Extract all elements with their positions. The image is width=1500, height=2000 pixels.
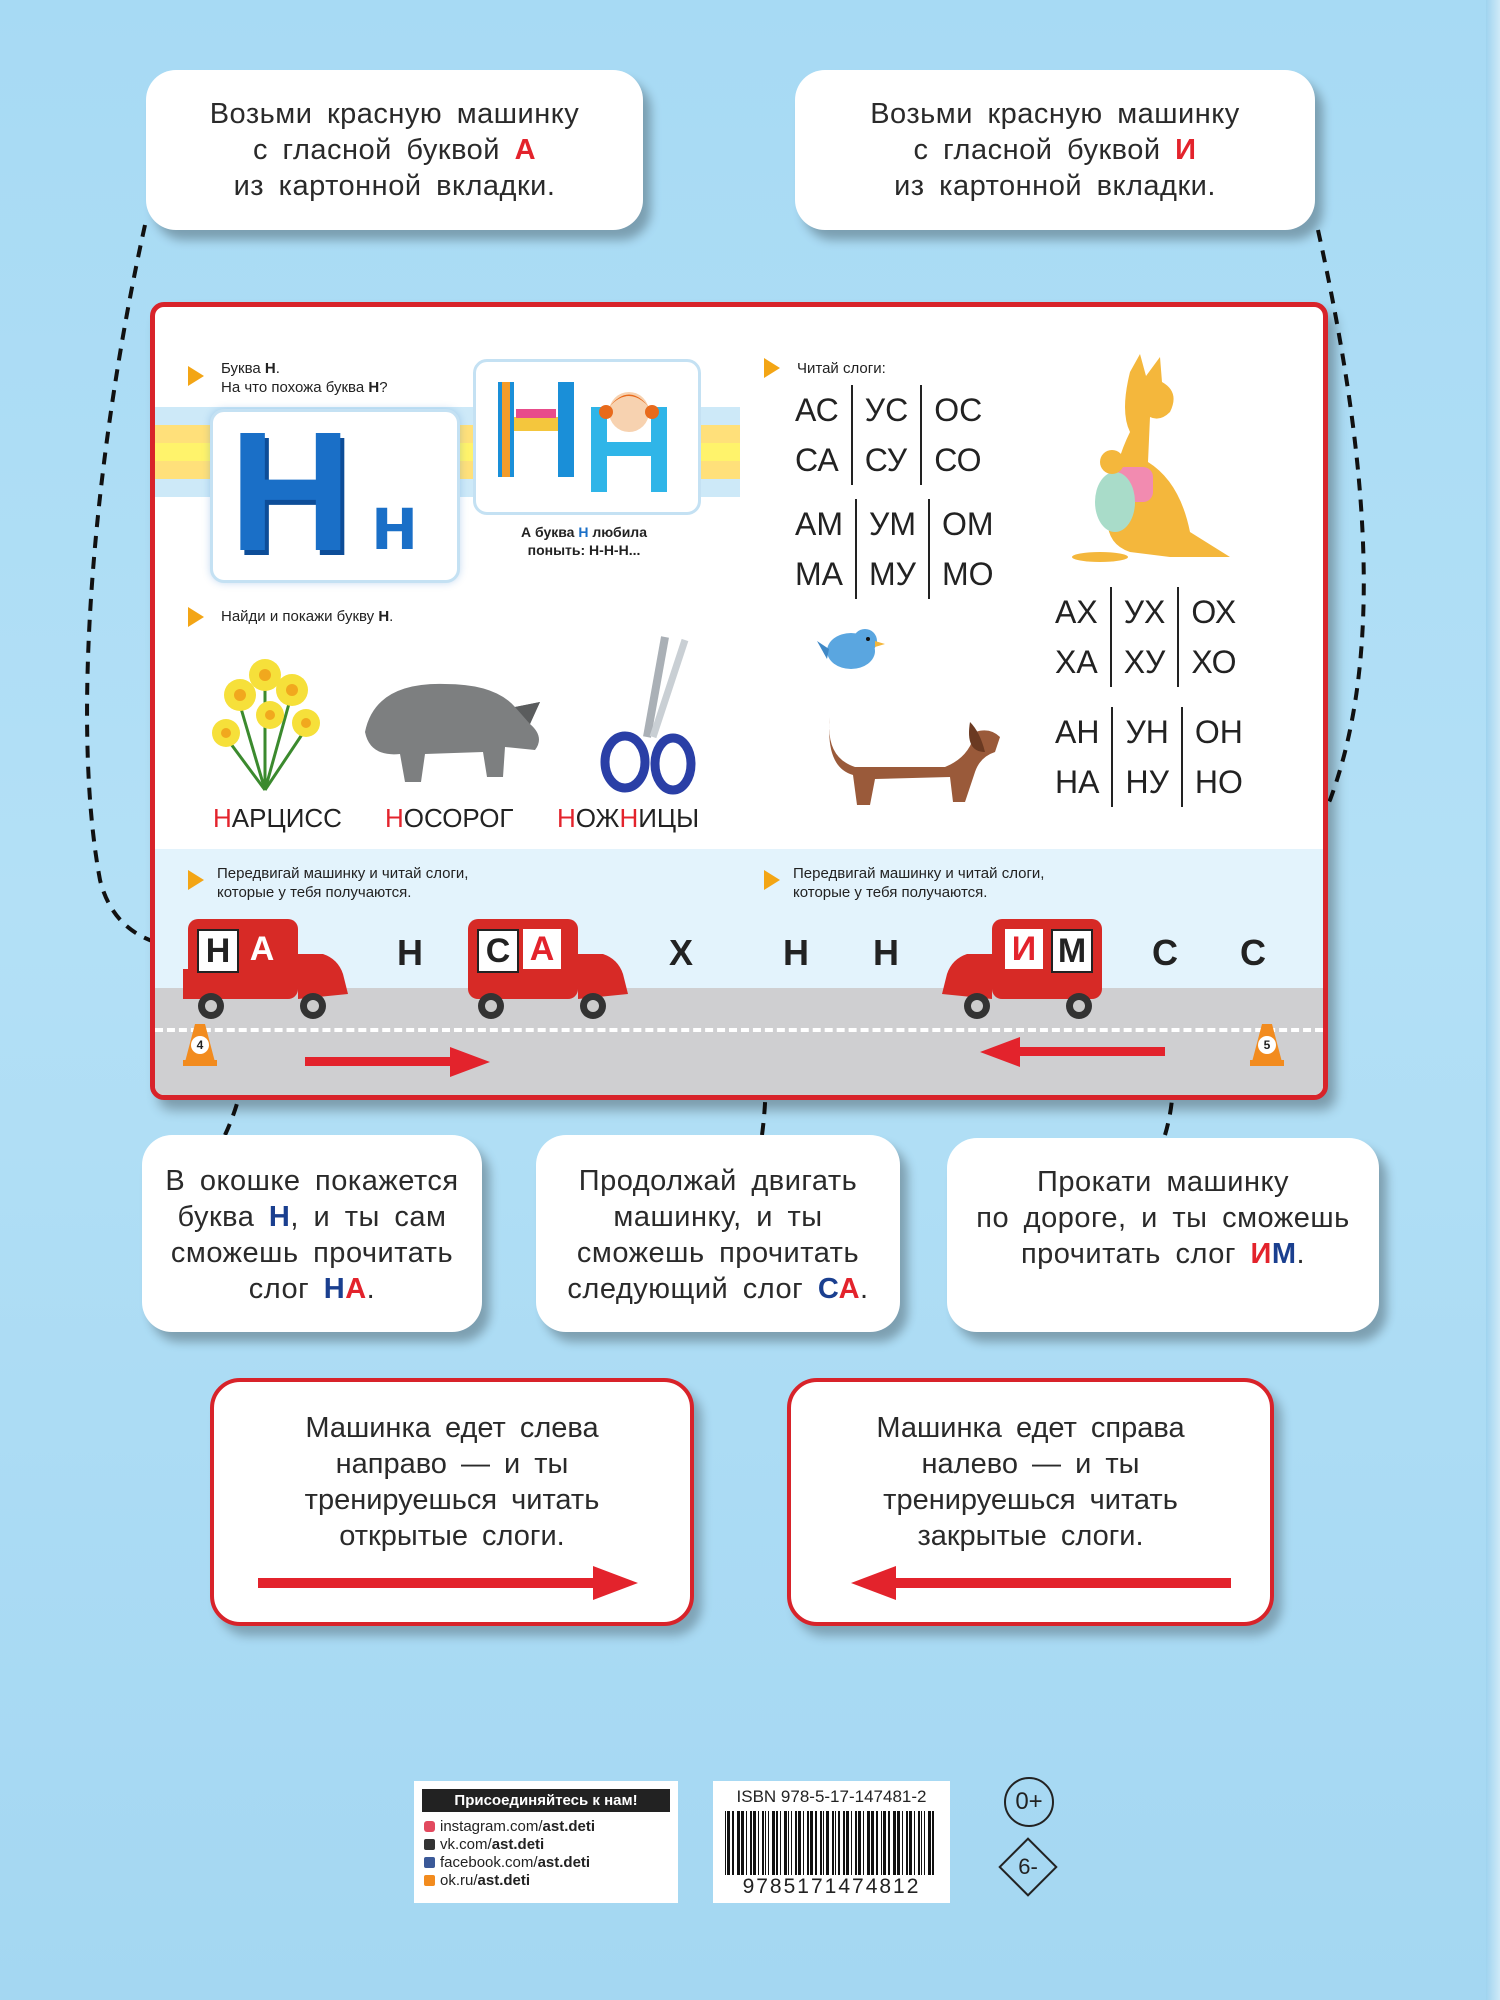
kangaroo-picture <box>1070 352 1240 562</box>
barcode-bar <box>810 1811 813 1875</box>
barcode-bar <box>851 1811 852 1875</box>
barcode-bar <box>863 1811 864 1875</box>
traffic-cone-left: 4 <box>183 1022 217 1067</box>
truck-2[interactable] <box>463 914 633 1029</box>
dachshund-picture <box>815 697 1005 812</box>
barcode-bar <box>924 1811 925 1875</box>
find-letter-heading: Найди и покажи букву Н. <box>221 608 394 625</box>
word-narcissus: НАРЦИСС <box>213 803 342 833</box>
barcode-bar <box>928 1811 931 1875</box>
tip-text: с гласной буквой <box>913 134 1161 166</box>
barcode-bar <box>826 1811 829 1875</box>
social-link-ok[interactable]: ok.ru/ast.deti <box>424 1872 678 1890</box>
tip-text: с гласной буквой <box>252 134 500 166</box>
barcode-digits: 9785171474812 <box>742 1875 921 1898</box>
vowel-letter: И <box>1175 134 1197 166</box>
join-us-heading: Присоединяйтесь к нам! <box>422 1789 670 1812</box>
move-instruction-left: Передвигай машинку и читай слоги, которые у тебя получаются. <box>217 865 469 901</box>
arrow-left-icon <box>851 1566 1231 1600</box>
barcode-bar <box>921 1811 922 1875</box>
track-letter: Н <box>873 932 899 973</box>
word-rhino: НОСОРОГ <box>385 803 514 833</box>
truck-vowel: А <box>523 929 561 969</box>
bullet-icon <box>188 366 204 386</box>
tip-line: из картонной вкладки. <box>894 170 1216 202</box>
barcode-bar <box>807 1811 809 1875</box>
barcode-bar <box>835 1811 836 1875</box>
syllable-group-3: АХ УХ ОХ ХА ХУ ХО <box>1055 587 1249 687</box>
barcode-bar <box>846 1811 849 1875</box>
traffic-cone-right: 5 <box>1250 1022 1284 1067</box>
track-letter: Х <box>669 932 694 973</box>
barcode-bar <box>737 1811 740 1875</box>
barcode-bar <box>855 1811 857 1875</box>
instagram-icon <box>424 1821 435 1832</box>
barcode-bar <box>918 1811 920 1875</box>
syllable-group-1: АС УС ОС СА СУ СО <box>795 385 994 485</box>
barcode-bar <box>876 1811 878 1875</box>
track-letter: Н <box>783 932 809 973</box>
barcode-bar <box>902 1811 903 1875</box>
social-link-facebook[interactable]: facebook.com/ast.deti <box>424 1854 678 1872</box>
barcode-bar <box>823 1811 824 1875</box>
syllable-group-4: АН УН ОН НА НУ НО <box>1055 707 1255 807</box>
truck-window-consonant: М <box>1051 929 1093 973</box>
barcode-bar <box>732 1811 734 1875</box>
barcode-bar <box>832 1811 834 1875</box>
bird-picture <box>817 619 887 679</box>
track-letter: С <box>1152 932 1178 973</box>
barcode-bar <box>795 1811 797 1875</box>
truck-3[interactable] <box>937 914 1107 1029</box>
tip-bubble-mid-left: В окошке покажется буква Н, и ты сам сможешь прочитать слог НА. <box>142 1135 482 1332</box>
barcode-bar <box>772 1811 775 1875</box>
barcode-bar <box>893 1811 896 1875</box>
barcode-bar <box>909 1811 912 1875</box>
arrow-left-icon <box>980 1037 1165 1067</box>
daffodil-picture <box>210 645 320 795</box>
barcode-bar <box>780 1811 781 1875</box>
direction-box-left-to-right: Машинка едет слева направо — и ты тренируешься читать открытые слоги. <box>210 1378 694 1626</box>
barcode-bar <box>932 1811 934 1875</box>
barcode-bar <box>906 1811 908 1875</box>
barcode-bar <box>914 1811 915 1875</box>
isbn-text: ISBN 978-5-17-147481-2 <box>736 1787 927 1806</box>
age-rating-0-plus: 0+ <box>1004 1777 1054 1827</box>
barcode-bar <box>776 1811 778 1875</box>
scissors-picture <box>595 632 705 797</box>
track-letter: С <box>1240 932 1266 973</box>
barcode-bar <box>815 1811 817 1875</box>
facebook-icon <box>424 1857 435 1868</box>
lowercase-letter: н <box>371 478 419 566</box>
truck-vowel: А <box>249 930 275 968</box>
rhino-picture <box>355 662 550 792</box>
tip-line: Возьми красную машинку <box>870 98 1240 130</box>
read-syllables-heading: Читай слоги: <box>797 360 886 377</box>
barcode-bar <box>784 1811 787 1875</box>
tip-bubble-top-left <box>146 70 643 230</box>
big-letter-card <box>210 397 460 587</box>
truck-window-consonant: Н <box>197 929 239 973</box>
truck-window-consonant: С <box>477 929 519 973</box>
barcode-bar <box>897 1811 900 1875</box>
barcode-bar <box>788 1811 789 1875</box>
barcode-bar <box>883 1811 886 1875</box>
barcode-bar <box>867 1811 870 1875</box>
social-links-block <box>414 1781 678 1903</box>
barcode-bar <box>858 1811 861 1875</box>
vowel-letter: А <box>514 134 537 166</box>
letter-picture-card <box>473 359 701 515</box>
big-uppercase-letter: Н <box>229 397 352 587</box>
barcode-bar <box>803 1811 804 1875</box>
barcode-block <box>713 1781 950 1903</box>
arrow-right-icon <box>258 1566 638 1600</box>
barcode-bar <box>838 1811 840 1875</box>
bullet-icon <box>188 870 204 890</box>
social-link-vk[interactable]: vk.com/ast.deti <box>424 1836 678 1854</box>
barcode-bars <box>725 1811 938 1875</box>
barcode-bar <box>798 1811 801 1875</box>
word-scissors: НОЖНИЦЫ <box>557 803 700 833</box>
vk-icon <box>424 1839 435 1850</box>
move-instruction-right: Передвигай машинку и читай слоги, которые у тебя получаются. <box>793 865 1045 901</box>
book-spread-preview <box>150 302 1328 1100</box>
barcode-bar <box>762 1811 764 1875</box>
bullet-icon <box>764 870 780 890</box>
letter-heading: Буква Н. На что похожа буква Н? <box>221 360 388 396</box>
truck-1[interactable] <box>183 914 353 1029</box>
barcode-bar <box>881 1811 882 1875</box>
barcode-bar <box>791 1811 792 1875</box>
tip-line <box>146 132 643 168</box>
truck-vowel: И <box>1005 929 1043 969</box>
barcode-bar <box>750 1811 752 1875</box>
syllable-group-2: АМ УМ ОМ МА МУ МО <box>795 499 1006 599</box>
age-rating-diamond: 6- <box>1007 1846 1049 1888</box>
arrow-right-icon <box>305 1047 490 1077</box>
direction-box-right-to-left: Машинка едет справа налево — и ты тренируешься читать закрытые слоги. <box>787 1378 1274 1626</box>
bed-letter-illustration <box>476 362 692 506</box>
bullet-icon <box>188 607 204 627</box>
track-letter: Н <box>397 932 423 973</box>
barcode-bar <box>871 1811 874 1875</box>
barcode-bar <box>888 1811 890 1875</box>
barcode-bar <box>768 1811 769 1875</box>
ok-icon <box>424 1875 435 1886</box>
barcode-bar <box>753 1811 756 1875</box>
letter-caption: А буква Н любила поныть: Н-Н-Н... <box>521 524 647 558</box>
barcode-bar <box>727 1811 730 1875</box>
barcode-bar <box>820 1811 822 1875</box>
barcode-bar <box>741 1811 744 1875</box>
bullet-icon <box>764 358 780 378</box>
barcode-bar <box>725 1811 726 1875</box>
social-link-instagram[interactable]: instagram.com/ast.deti <box>424 1818 678 1836</box>
tip-line: Возьми красную машинку <box>209 98 580 130</box>
tip-line: из картонной вкладки. <box>233 170 556 202</box>
tip-bubble-mid-right: Прокати машинку по дороге, и ты сможешь прочитать слог ИМ. <box>947 1138 1379 1332</box>
barcode-bar <box>746 1811 747 1875</box>
tip-bubble-mid-center: Продолжай двигать машинку, и ты сможешь прочитать следующий слог СА. <box>536 1135 900 1332</box>
tip-line <box>795 132 1315 168</box>
tip-bubble-top-right <box>795 70 1315 230</box>
barcode-bar <box>843 1811 845 1875</box>
barcode-bar <box>765 1811 766 1875</box>
barcode-bar <box>758 1811 759 1875</box>
